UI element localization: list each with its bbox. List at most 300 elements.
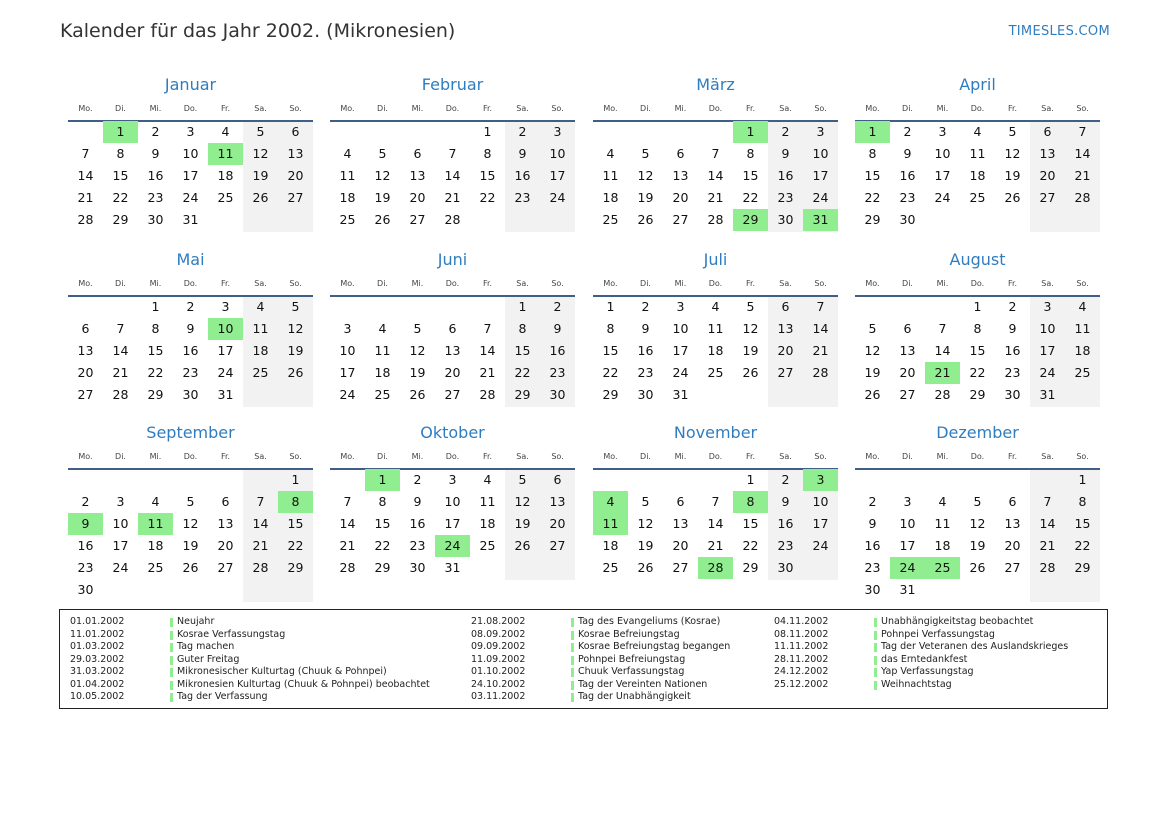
day-cell: 4	[378, 321, 387, 336]
holiday-day-cell: 29	[733, 209, 768, 231]
day-cell: 9	[151, 146, 160, 161]
day-cell: 16	[899, 168, 916, 183]
weekday-label: Do.	[970, 452, 985, 461]
day-cell: 17	[217, 343, 234, 358]
day-cell: 24	[812, 190, 829, 205]
day-cell: 2	[1008, 299, 1017, 314]
day-cell: 6	[903, 321, 912, 336]
holiday-name: das Erntedankfest	[881, 653, 968, 665]
weekday-label: Mo.	[78, 104, 93, 113]
day-cell: 9	[1008, 321, 1017, 336]
day-cell: 7	[1078, 124, 1087, 139]
day-cell: 19	[409, 365, 426, 380]
day-cell: 7	[711, 494, 720, 509]
day-cell: 25	[217, 190, 234, 205]
day-cell: 13	[1039, 146, 1056, 161]
day-cell: 19	[514, 516, 531, 531]
day-cell: 21	[707, 190, 724, 205]
day-cell: 12	[409, 343, 426, 358]
day-cell: 25	[1074, 365, 1091, 380]
month-block	[593, 247, 838, 417]
weekday-label: Mo.	[603, 279, 618, 288]
holiday-day-cell: 21	[925, 362, 960, 384]
day-cell: 15	[147, 343, 164, 358]
day-cell: 20	[672, 190, 689, 205]
day-cell: 15	[969, 343, 986, 358]
day-cell: 3	[816, 124, 825, 139]
day-cell: 23	[864, 560, 881, 575]
day-cell: 27	[777, 365, 794, 380]
day-cell: 26	[287, 365, 304, 380]
day-cell: 29	[112, 212, 129, 227]
day-cell: 10	[182, 146, 199, 161]
day-cell: 27	[77, 387, 94, 402]
day-cell: 22	[1074, 538, 1091, 553]
day-cell: 16	[1004, 343, 1021, 358]
holiday-marker	[874, 681, 877, 690]
day-cell: 31	[899, 582, 916, 597]
day-cell: 3	[221, 299, 230, 314]
day-cell: 25	[479, 538, 496, 553]
weekday-label: Fr.	[482, 279, 493, 288]
page-title: Kalender für das Jahr 2002. (Mikronesien)	[60, 20, 456, 42]
holiday-date: 31.03.2002	[70, 666, 125, 677]
weekday-label: So.	[551, 104, 564, 113]
month-name: Dezember	[936, 423, 1019, 442]
day-cell: 11	[707, 321, 724, 336]
weekday-label: So.	[289, 104, 302, 113]
weekday-label: Do.	[708, 452, 723, 461]
holiday-day-cell: 9	[68, 513, 103, 535]
day-cell: 29	[287, 560, 304, 575]
day-cell: 8	[746, 146, 755, 161]
day-cell: 30	[1004, 387, 1021, 402]
day-cell: 1	[1078, 472, 1087, 487]
day-cell: 18	[147, 538, 164, 553]
day-cell: 4	[256, 299, 265, 314]
day-cell: 26	[864, 387, 881, 402]
day-cell: 24	[182, 190, 199, 205]
weekday-label: So.	[814, 104, 827, 113]
day-cell: 13	[444, 343, 461, 358]
day-cell: 21	[1074, 168, 1091, 183]
day-cell: 2	[518, 124, 527, 139]
month-divider	[68, 468, 313, 470]
day-cell: 6	[81, 321, 90, 336]
day-cell: 24	[934, 190, 951, 205]
weekday-label: Fr.	[220, 104, 231, 113]
holiday-marker	[874, 656, 877, 665]
day-cell: 9	[413, 494, 422, 509]
weekday-header	[330, 452, 575, 464]
holiday-name: Guter Freitag	[177, 653, 240, 665]
legend-row	[774, 629, 1094, 642]
day-cell: 27	[899, 387, 916, 402]
holiday-marker	[571, 656, 574, 665]
holiday-date: 24.10.2002	[471, 678, 526, 690]
legend-row	[70, 654, 465, 667]
weekday-label: Mi.	[674, 279, 687, 288]
day-cell: 22	[112, 190, 129, 205]
weekday-label: Sa.	[779, 452, 792, 461]
holiday-name: Tag des Evangeliums (Kosrae)	[578, 616, 721, 627]
day-cell: 26	[637, 560, 654, 575]
day-cell: 14	[339, 516, 356, 531]
weekday-header	[593, 452, 838, 464]
weekday-label: Di.	[115, 279, 126, 288]
month-name: August	[949, 250, 1006, 269]
holiday-name: Kosrae Verfassungstag	[177, 628, 286, 640]
day-cell: 15	[864, 168, 881, 183]
weekday-label: Mo.	[603, 104, 618, 113]
holiday-name: Pohnpei Befreiungstag	[578, 653, 686, 665]
day-cell: 14	[934, 343, 951, 358]
day-cell: 10	[812, 146, 829, 161]
day-cell: 15	[112, 168, 129, 183]
day-cell: 14	[1039, 516, 1056, 531]
day-cell: 16	[409, 516, 426, 531]
day-cell: 18	[1074, 343, 1091, 358]
weekday-label: Mi.	[149, 452, 162, 461]
day-cell: 5	[973, 494, 982, 509]
day-cell: 24	[217, 365, 234, 380]
day-cell: 9	[903, 146, 912, 161]
day-cell: 5	[256, 124, 265, 139]
weekday-label: Mo.	[603, 452, 618, 461]
month-name: Februar	[421, 75, 484, 94]
weekday-label: So.	[289, 279, 302, 288]
weekday-label: Di.	[902, 452, 913, 461]
weekday-label: So.	[1076, 279, 1089, 288]
legend-column	[774, 616, 1094, 691]
day-cell: 13	[77, 343, 94, 358]
day-cell: 6	[221, 494, 230, 509]
day-cell: 16	[637, 343, 654, 358]
month-name: November	[673, 423, 758, 442]
holiday-day-cell: 1	[365, 469, 400, 491]
day-cell: 19	[374, 190, 391, 205]
day-cell: 1	[746, 472, 755, 487]
holiday-name: Pohnpei Verfassungstag	[881, 628, 995, 640]
day-cell: 4	[973, 124, 982, 139]
legend-row	[774, 641, 1094, 654]
day-cell: 16	[182, 343, 199, 358]
weekday-header	[330, 279, 575, 291]
month-name: März	[696, 75, 735, 94]
weekday-label: Sa.	[254, 104, 267, 113]
holiday-marker	[874, 618, 877, 627]
day-cell: 7	[256, 494, 265, 509]
day-cell: 3	[116, 494, 125, 509]
brand-link[interactable]: TIMESLES.COM	[1008, 24, 1110, 39]
day-cell: 13	[672, 516, 689, 531]
day-cell: 9	[641, 321, 650, 336]
day-cell: 5	[641, 494, 650, 509]
day-cell: 18	[479, 516, 496, 531]
day-cell: 14	[707, 168, 724, 183]
day-cell: 27	[672, 212, 689, 227]
day-cell: 25	[602, 560, 619, 575]
day-cell: 30	[182, 387, 199, 402]
day-cell: 20	[549, 516, 566, 531]
legend-row	[774, 666, 1094, 679]
day-cell: 22	[374, 538, 391, 553]
month-name: Januar	[164, 75, 217, 94]
day-cell: 27	[1004, 560, 1021, 575]
day-cell: 18	[252, 343, 269, 358]
day-cell: 29	[514, 387, 531, 402]
day-cell: 11	[479, 494, 496, 509]
day-cell: 11	[252, 321, 269, 336]
day-cell: 4	[221, 124, 230, 139]
day-cell: 5	[518, 472, 527, 487]
weekday-label: Mi.	[411, 452, 424, 461]
weekday-label: Do.	[183, 452, 198, 461]
day-cell: 2	[781, 124, 790, 139]
weekday-label: Di.	[377, 279, 388, 288]
holiday-day-cell: 24	[435, 535, 470, 557]
holiday-marker	[170, 631, 173, 640]
day-cell: 8	[973, 321, 982, 336]
weekday-label: Di.	[377, 452, 388, 461]
day-cell: 8	[378, 494, 387, 509]
holiday-date: 24.12.2002	[774, 666, 829, 677]
holiday-date: 09.09.2002	[471, 641, 526, 652]
holiday-name: Kosrae Befreiungstag begangen	[578, 641, 731, 652]
holiday-date: 21.08.2002	[471, 616, 526, 627]
day-cell: 21	[812, 343, 829, 358]
day-cell: 17	[112, 538, 129, 553]
day-cell: 10	[339, 343, 356, 358]
holiday-day-cell: 3	[803, 469, 838, 491]
day-cell: 5	[291, 299, 300, 314]
day-cell: 17	[444, 516, 461, 531]
month-block	[855, 72, 1100, 242]
day-cell: 24	[1039, 365, 1056, 380]
weekday-label: Mo.	[340, 452, 355, 461]
day-cell: 1	[606, 299, 615, 314]
day-cell: 26	[514, 538, 531, 553]
holiday-date: 28.11.2002	[774, 653, 829, 665]
day-cell: 2	[81, 494, 90, 509]
holiday-name: Neujahr	[177, 616, 215, 627]
holiday-marker	[170, 656, 173, 665]
weekday-label: Di.	[377, 104, 388, 113]
weekday-label: Mo.	[340, 104, 355, 113]
day-cell: 15	[287, 516, 304, 531]
day-cell: 27	[409, 212, 426, 227]
day-cell: 17	[812, 168, 829, 183]
day-cell: 19	[252, 168, 269, 183]
day-cell: 6	[448, 321, 457, 336]
weekday-label: Mo.	[78, 279, 93, 288]
month-divider	[855, 468, 1100, 470]
weekday-label: Do.	[708, 279, 723, 288]
day-cell: 19	[182, 538, 199, 553]
day-cell: 5	[186, 494, 195, 509]
day-cell: 2	[781, 472, 790, 487]
weekday-label: Do.	[445, 104, 460, 113]
day-cell: 10	[899, 516, 916, 531]
day-cell: 15	[1074, 516, 1091, 531]
day-cell: 8	[606, 321, 615, 336]
day-cell: 29	[742, 560, 759, 575]
day-cell: 3	[903, 494, 912, 509]
month-block	[68, 247, 313, 417]
weekday-label: Do.	[970, 279, 985, 288]
day-cell: 10	[672, 321, 689, 336]
weekday-label: Fr.	[1007, 279, 1018, 288]
weekday-label: Do.	[445, 279, 460, 288]
day-cell: 28	[707, 212, 724, 227]
day-cell: 25	[707, 365, 724, 380]
day-cell: 2	[553, 299, 562, 314]
day-cell: 15	[742, 516, 759, 531]
day-cell: 3	[1043, 299, 1052, 314]
weekday-label: Mi.	[149, 279, 162, 288]
day-cell: 28	[77, 212, 94, 227]
day-cell: 12	[287, 321, 304, 336]
day-cell: 21	[339, 538, 356, 553]
day-cell: 17	[339, 365, 356, 380]
holiday-date: 11.01.2002	[70, 628, 125, 640]
day-cell: 30	[777, 560, 794, 575]
day-cell: 3	[343, 321, 352, 336]
day-cell: 22	[287, 538, 304, 553]
day-cell: 10	[1039, 321, 1056, 336]
day-cell: 23	[637, 365, 654, 380]
day-cell: 16	[147, 168, 164, 183]
day-cell: 12	[182, 516, 199, 531]
holiday-marker	[170, 693, 173, 702]
day-cell: 28	[252, 560, 269, 575]
day-cell: 20	[1004, 538, 1021, 553]
day-cell: 17	[182, 168, 199, 183]
weekday-label: Do.	[183, 279, 198, 288]
weekday-label: Mi.	[674, 452, 687, 461]
holiday-day-cell: 1	[103, 121, 138, 143]
day-cell: 18	[217, 168, 234, 183]
day-cell: 1	[151, 299, 160, 314]
day-cell: 7	[938, 321, 947, 336]
day-cell: 22	[742, 538, 759, 553]
weekday-label: Di.	[902, 104, 913, 113]
weekday-label: Sa.	[254, 279, 267, 288]
day-cell: 23	[514, 190, 531, 205]
day-cell: 30	[777, 212, 794, 227]
day-cell: 15	[602, 343, 619, 358]
holiday-name: Mikronesischer Kulturtag (Chuuk & Pohnpei)	[177, 666, 387, 677]
day-cell: 25	[602, 212, 619, 227]
holiday-day-cell: 1	[855, 121, 890, 143]
holiday-marker	[170, 668, 173, 677]
day-cell: 27	[1039, 190, 1056, 205]
day-cell: 11	[339, 168, 356, 183]
day-cell: 28	[1074, 190, 1091, 205]
weekday-header	[68, 279, 313, 291]
day-cell: 6	[781, 299, 790, 314]
weekday-label: Do.	[708, 104, 723, 113]
day-cell: 4	[938, 494, 947, 509]
day-cell: 9	[553, 321, 562, 336]
weekday-label: Di.	[115, 452, 126, 461]
legend-row	[774, 616, 1094, 629]
day-cell: 13	[217, 516, 234, 531]
day-cell: 21	[77, 190, 94, 205]
holiday-marker	[874, 631, 877, 640]
day-cell: 2	[641, 299, 650, 314]
holiday-name: Mikronesien Kulturtag (Chuuk & Pohnpei) beobachtet	[177, 678, 430, 690]
month-name: Oktober	[420, 423, 485, 442]
holiday-date: 01.01.2002	[70, 616, 125, 627]
day-cell: 11	[934, 516, 951, 531]
day-cell: 17	[1039, 343, 1056, 358]
weekday-label: Sa.	[1041, 452, 1054, 461]
day-cell: 24	[339, 387, 356, 402]
day-cell: 6	[291, 124, 300, 139]
holiday-day-cell: 24	[890, 557, 925, 579]
day-cell: 17	[934, 168, 951, 183]
weekday-label: Sa.	[516, 452, 529, 461]
day-cell: 29	[1074, 560, 1091, 575]
holiday-day-cell: 11	[593, 513, 628, 535]
holiday-name: Tag der Vereinten Nationen	[578, 678, 708, 690]
day-cell: 17	[672, 343, 689, 358]
holiday-date: 03.11.2002	[471, 691, 526, 702]
day-cell: 23	[777, 190, 794, 205]
day-cell: 24	[672, 365, 689, 380]
holiday-date: 11.09.2002	[471, 653, 526, 665]
day-cell: 22	[969, 365, 986, 380]
holiday-name: Weihnachtstag	[881, 678, 952, 690]
day-cell: 7	[343, 494, 352, 509]
day-cell: 5	[746, 299, 755, 314]
day-cell: 18	[602, 190, 619, 205]
day-cell: 1	[291, 472, 300, 487]
month-block	[330, 247, 575, 417]
weekday-label: Do.	[445, 452, 460, 461]
day-cell: 9	[868, 516, 877, 531]
day-cell: 23	[182, 365, 199, 380]
weekday-label: Di.	[640, 452, 651, 461]
holiday-day-cell: 25	[925, 557, 960, 579]
day-cell: 6	[1008, 494, 1017, 509]
day-cell: 7	[116, 321, 125, 336]
day-cell: 10	[444, 494, 461, 509]
day-cell: 14	[444, 168, 461, 183]
day-cell: 10	[112, 516, 129, 531]
day-cell: 26	[742, 365, 759, 380]
day-cell: 27	[444, 387, 461, 402]
day-cell: 8	[151, 321, 160, 336]
day-cell: 29	[147, 387, 164, 402]
holiday-marker	[170, 618, 173, 627]
weekday-label: Fr.	[482, 104, 493, 113]
weekday-label: So.	[1076, 104, 1089, 113]
day-cell: 14	[1074, 146, 1091, 161]
day-cell: 13	[899, 343, 916, 358]
day-cell: 14	[112, 343, 129, 358]
day-cell: 17	[549, 168, 566, 183]
day-cell: 4	[711, 299, 720, 314]
month-block	[68, 72, 313, 242]
weekday-label: Mi.	[936, 452, 949, 461]
day-cell: 17	[899, 538, 916, 553]
day-cell: 22	[479, 190, 496, 205]
day-cell: 22	[514, 365, 531, 380]
weekday-header	[855, 452, 1100, 464]
holiday-marker	[571, 643, 574, 652]
